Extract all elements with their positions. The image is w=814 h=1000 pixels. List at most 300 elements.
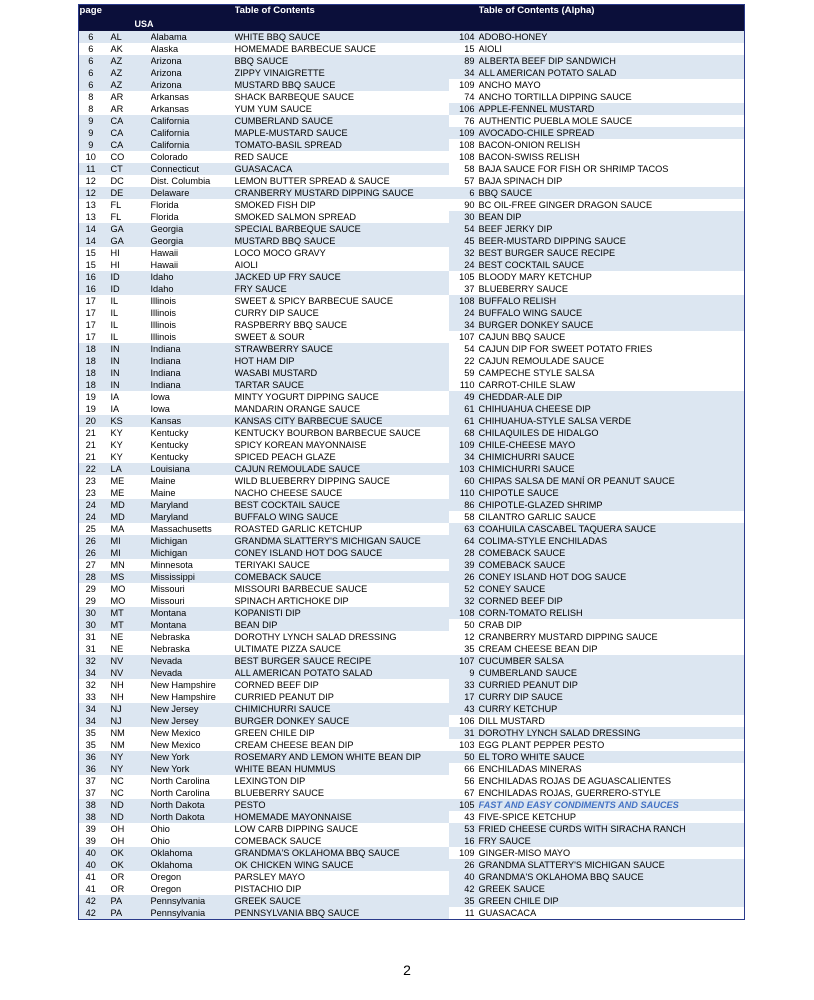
row-page: 42 — [79, 907, 103, 920]
row-recipe-title: LOW CARB DIPPING SAUCE — [234, 824, 359, 834]
row-state-name: Connecticut — [151, 163, 235, 175]
table-row — [79, 367, 745, 379]
row-recipe-title: STRAWBERRY SAUCE — [235, 343, 449, 355]
row-state-abbr: IN — [103, 355, 151, 367]
row-alpha-page: 45 — [449, 235, 479, 247]
row-page: 9 — [79, 139, 103, 151]
row-recipe-title: COMEBACK SAUCE — [235, 571, 449, 583]
row-page: 18 — [79, 367, 103, 379]
row-state-name: Missouri — [150, 596, 185, 606]
row-state-abbr: CA — [103, 115, 151, 127]
row-state-abbr: IL — [110, 332, 119, 342]
row-page: 20 — [79, 415, 103, 427]
row-alpha-title: GRANDMA'S OKLAHOMA BBQ SAUCE — [479, 871, 745, 883]
row-alpha-page: 58 — [464, 164, 475, 174]
table-row — [79, 319, 745, 331]
row-alpha-page: 105 — [459, 272, 475, 282]
row-alpha-title: CHILE-CHEESE MAYO — [479, 439, 745, 451]
row-alpha-page: 107 — [459, 332, 475, 342]
row-recipe-title: OK CHICKEN WING SAUCE — [235, 859, 449, 871]
row-page: 35 — [85, 740, 96, 750]
table-row — [79, 31, 745, 43]
table-row — [79, 439, 745, 451]
row-alpha-title: ENCHILADAS MINERAS — [478, 764, 582, 774]
row-recipe-title: MUSTARD BBQ SAUCE — [235, 79, 449, 91]
row-state-abbr: NE — [110, 632, 124, 642]
row-page: 14 — [79, 235, 103, 247]
row-alpha-title: FIVE-SPICE KETCHUP — [478, 812, 577, 822]
row-page: 17 — [85, 296, 96, 306]
row-alpha-title: BEEF JERKY DIP — [479, 223, 745, 235]
row-alpha-page: 50 — [449, 751, 479, 763]
row-recipe-title: WHITE BBQ SAUCE — [235, 31, 449, 43]
row-recipe-title: ALL AMERICAN POTATO SALAD — [235, 667, 449, 679]
row-alpha-page: 6 — [449, 187, 479, 199]
row-alpha-page: 110 — [459, 380, 475, 390]
row-alpha-page: 106 — [459, 716, 475, 726]
row-alpha-page: 26 — [449, 571, 479, 583]
row-state-name: Arkansas — [150, 92, 189, 102]
row-state-name: Iowa — [150, 392, 170, 402]
row-recipe-title: GRANDMA'S OKLAHOMA BBQ SAUCE — [235, 847, 449, 859]
row-recipe-title: JACKED UP FRY SAUCE — [235, 271, 449, 283]
row-page: 9 — [79, 127, 103, 139]
row-state-abbr: AZ — [103, 67, 151, 79]
row-state-abbr: MN — [110, 560, 125, 570]
row-page: 24 — [79, 511, 103, 523]
row-state-name: Hawaii — [150, 248, 179, 258]
row-alpha-title: BLOODY MARY KETCHUP — [478, 272, 592, 282]
table-row — [79, 547, 745, 559]
row-state-name: Michigan — [151, 535, 235, 547]
row-alpha-page: 31 — [449, 727, 479, 739]
row-recipe-title: BEST BURGER SAUCE RECIPE — [235, 655, 449, 667]
table-row — [79, 643, 745, 655]
row-page: 26 — [79, 547, 103, 559]
row-state-abbr: ME — [110, 488, 125, 498]
row-page: 30 — [79, 619, 103, 631]
table-row — [79, 703, 745, 715]
row-recipe-title: MUSTARD BBQ SAUCE — [235, 235, 449, 247]
row-alpha-page: 109 — [459, 80, 475, 90]
row-alpha-title: GRANDMA SLATTERY'S MICHIGAN SAUCE — [479, 859, 745, 871]
row-alpha-title: AVOCADO-CHILE SPREAD — [479, 127, 745, 139]
table-row — [79, 847, 745, 859]
row-state-name: Kentucky — [150, 452, 189, 462]
row-recipe-title: SMOKED SALMON SPREAD — [234, 212, 357, 222]
row-state-abbr: HI — [110, 260, 120, 270]
row-alpha-page: 28 — [449, 547, 479, 559]
table-row — [79, 331, 745, 343]
row-state-abbr: IL — [110, 308, 119, 318]
row-state-name: California — [151, 139, 235, 151]
row-recipe-title: GUASACACA — [235, 163, 449, 175]
row-state-name: New Hampshire — [150, 692, 216, 702]
table-row — [79, 451, 745, 463]
row-alpha-page: 35 — [464, 644, 475, 654]
row-state-abbr: DC — [110, 176, 124, 186]
row-alpha-title: GINGER-MISO MAYO — [478, 848, 571, 858]
row-alpha-title: CHIPAS SALSA DE MANÍ OR PEANUT SAUCE — [479, 475, 745, 487]
row-recipe-title: HOT HAM DIP — [235, 355, 449, 367]
row-alpha-title: CHIPOTLE SAUCE — [479, 487, 745, 499]
row-state-name: Arizona — [151, 79, 235, 91]
row-alpha-page: 40 — [449, 871, 479, 883]
row-recipe-title: WILD BLUEBERRY DIPPING SAUCE — [234, 476, 390, 486]
row-recipe-title: TOMATO-BASIL SPREAD — [235, 139, 449, 151]
row-page: 39 — [85, 836, 96, 846]
row-state-name: Arizona — [151, 55, 235, 67]
table-row — [79, 895, 745, 907]
table-row — [79, 535, 745, 547]
row-recipe-title: CONEY ISLAND HOT DOG SAUCE — [235, 547, 449, 559]
row-state-abbr: NV — [103, 655, 151, 667]
row-recipe-title: TARTAR SAUCE — [235, 379, 449, 391]
row-page: 15 — [85, 248, 96, 258]
row-state-name: Indiana — [151, 343, 235, 355]
table-row — [79, 739, 745, 751]
row-page: 16 — [79, 283, 103, 295]
row-alpha-title: COLIMA-STYLE ENCHILADAS — [479, 535, 745, 547]
table-row — [79, 727, 745, 739]
row-state-name: Indiana — [151, 367, 235, 379]
row-state-abbr: MS — [103, 571, 151, 583]
row-alpha-page: 86 — [449, 499, 479, 511]
row-state-name: Dist. Columbia — [150, 176, 211, 186]
row-state-abbr: ME — [110, 476, 125, 486]
row-state-abbr: MT — [103, 607, 151, 619]
row-recipe-title: CURRIED PEANUT DIP — [234, 692, 334, 702]
row-page: 34 — [79, 715, 103, 727]
row-state-name: Mississippi — [151, 571, 235, 583]
row-state-name: Georgia — [151, 235, 235, 247]
row-state-abbr: OR — [110, 884, 125, 894]
row-state-abbr: IN — [103, 379, 151, 391]
row-page: 29 — [85, 596, 96, 606]
row-state-abbr: NJ — [103, 715, 151, 727]
row-state-abbr: CA — [103, 139, 151, 151]
row-page: 9 — [79, 115, 103, 127]
row-state-abbr: MI — [103, 547, 151, 559]
row-page: 6 — [79, 55, 103, 67]
row-alpha-title: CHIHUAHUA-STYLE SALSA VERDE — [479, 415, 745, 427]
row-alpha-title: BEAN DIP — [479, 211, 745, 223]
row-page: 34 — [79, 703, 103, 715]
row-alpha-page: 66 — [464, 764, 475, 774]
table-row — [79, 187, 745, 199]
row-state-name: Missouri — [150, 584, 185, 594]
row-alpha-page: 39 — [449, 559, 479, 571]
row-recipe-title: CORNED BEEF DIP — [234, 680, 319, 690]
row-page: 33 — [85, 692, 96, 702]
row-state-abbr: NE — [110, 644, 124, 654]
row-page: 19 — [85, 392, 96, 402]
row-alpha-title: CAMPECHE STYLE SALSA — [478, 368, 595, 378]
row-alpha-title: CAJUN REMOULADE SAUCE — [478, 356, 605, 366]
row-alpha-title: APPLE-FENNEL MUSTARD — [479, 103, 745, 115]
row-state-name: Oregon — [150, 872, 182, 882]
row-recipe-title: WASABI MUSTARD — [235, 367, 449, 379]
row-page: 41 — [85, 884, 96, 894]
row-state-abbr: KY — [110, 452, 123, 462]
row-state-abbr: HI — [110, 248, 120, 258]
row-page: 12 — [79, 187, 103, 199]
row-alpha-title: CURRY DIP SAUCE — [479, 691, 745, 703]
row-state-name: Kentucky — [150, 440, 189, 450]
table-row — [79, 571, 745, 583]
row-state-name: Nevada — [151, 667, 235, 679]
table-row — [79, 619, 745, 631]
row-state-abbr: OK — [103, 847, 151, 859]
row-state-name: Massachusetts — [150, 524, 212, 534]
row-state-abbr: NJ — [103, 703, 151, 715]
row-page: 34 — [79, 667, 103, 679]
row-alpha-title: CHIPOTLE-GLAZED SHRIMP — [479, 499, 745, 511]
row-alpha-page: 43 — [464, 812, 475, 822]
row-state-name: Illinois — [150, 308, 177, 318]
row-recipe-title: MAPLE-MUSTARD SAUCE — [235, 127, 449, 139]
row-alpha-page: 58 — [464, 512, 475, 522]
row-state-abbr: AK — [110, 44, 123, 54]
table-header — [79, 5, 745, 32]
row-state-abbr: OR — [110, 872, 125, 882]
row-alpha-page: 64 — [449, 535, 479, 547]
row-alpha-title: BUFFALO WING SAUCE — [479, 307, 745, 319]
row-page: 32 — [85, 680, 96, 690]
row-state-abbr: AR — [110, 104, 124, 114]
row-recipe-title: SPINACH ARTICHOKE DIP — [234, 596, 349, 606]
row-recipe-title: BURGER DONKEY SAUCE — [235, 715, 449, 727]
row-page: 42 — [79, 895, 103, 907]
row-state-name: Indiana — [151, 379, 235, 391]
row-alpha-title: FRY SAUCE — [479, 835, 745, 847]
row-recipe-title: ZIPPY VINAIGRETTE — [235, 67, 449, 79]
row-alpha-title: FRIED CHEESE CURDS WITH SIRACHA RANCH — [479, 823, 745, 835]
row-state-abbr: KY — [110, 440, 123, 450]
row-alpha-title: CRAB DIP — [478, 620, 522, 630]
row-recipe-title: RASPBERRY BBQ SAUCE — [234, 320, 348, 330]
row-state-abbr: NH — [110, 692, 124, 702]
row-alpha-page: 32 — [449, 595, 479, 607]
row-alpha-page: 22 — [464, 356, 475, 366]
row-alpha-page: 34 — [449, 67, 479, 79]
row-state-abbr: NC — [110, 776, 124, 786]
table-row — [79, 487, 745, 499]
row-alpha-title: BURGER DONKEY SAUCE — [479, 319, 745, 331]
row-page: 17 — [85, 308, 96, 318]
row-page: 37 — [85, 776, 96, 786]
table-row — [79, 559, 745, 571]
row-state-name: Illinois — [150, 332, 177, 342]
row-page: 27 — [85, 560, 96, 570]
row-state-abbr: DE — [103, 187, 151, 199]
row-page: 37 — [85, 788, 96, 798]
table-row — [79, 271, 745, 283]
row-recipe-title: RED SAUCE — [234, 152, 289, 162]
row-recipe-title: GREEK SAUCE — [235, 895, 449, 907]
row-alpha-page: 32 — [449, 247, 479, 259]
row-state-abbr: NM — [110, 728, 125, 738]
row-page: 40 — [79, 847, 103, 859]
row-alpha-page: 107 — [449, 655, 479, 667]
row-alpha-title: BC OIL-FREE GINGER DRAGON SAUCE — [478, 200, 653, 210]
row-state-abbr: NY — [103, 763, 151, 775]
row-recipe-title: ROASTED GARLIC KETCHUP — [234, 524, 363, 534]
row-state-name: Nevada — [151, 655, 235, 667]
row-alpha-page: 74 — [464, 92, 475, 102]
row-recipe-title: TERIYAKI SAUCE — [234, 560, 310, 570]
row-recipe-title: WHITE BEAN HUMMUS — [235, 763, 449, 775]
table-row — [79, 307, 745, 319]
row-page: 6 — [79, 79, 103, 91]
table-row — [79, 631, 745, 643]
row-state-name: Delaware — [151, 187, 235, 199]
row-page: 31 — [85, 644, 96, 654]
table-row — [79, 583, 745, 595]
table-row — [79, 427, 745, 439]
row-alpha-title: CONEY ISLAND HOT DOG SAUCE — [479, 571, 745, 583]
row-alpha-page: 56 — [464, 776, 475, 786]
table-row — [79, 223, 745, 235]
row-alpha-title: BUFFALO RELISH — [479, 295, 745, 307]
row-state-name: Ohio — [150, 824, 170, 834]
table-row — [79, 91, 745, 103]
row-alpha-title: ALL AMERICAN POTATO SALAD — [479, 67, 745, 79]
row-state-name: Iowa — [150, 404, 170, 414]
table-row — [79, 595, 745, 607]
row-page: 16 — [79, 271, 103, 283]
row-alpha-title: DILL MUSTARD — [478, 716, 545, 726]
row-state-name: Louisiana — [151, 463, 235, 475]
country-label: USA — [103, 18, 235, 31]
row-alpha-title: ENCHILADAS ROJAS, GUERRERO-STYLE — [478, 788, 661, 798]
row-state-abbr: OK — [103, 859, 151, 871]
row-state-abbr: IA — [110, 404, 120, 414]
table-row — [79, 67, 745, 79]
row-state-abbr: IL — [110, 320, 119, 330]
row-alpha-page: 110 — [449, 487, 479, 499]
row-recipe-title: CURRY DIP SAUCE — [234, 308, 319, 318]
row-state-abbr: NV — [103, 667, 151, 679]
row-page: 13 — [85, 200, 96, 210]
row-alpha-page: 53 — [449, 823, 479, 835]
row-state-name: Alaska — [150, 44, 179, 54]
row-page: 30 — [79, 607, 103, 619]
table-row — [79, 463, 745, 475]
row-state-name: Georgia — [151, 223, 235, 235]
row-recipe-title: CHIMICHURRI SAUCE — [235, 703, 449, 715]
row-alpha-title: ALBERTA BEEF DIP SANDWICH — [479, 55, 745, 67]
table-row — [79, 787, 745, 799]
row-recipe-title: GREEN CHILE DIP — [234, 728, 315, 738]
row-page: 21 — [85, 440, 96, 450]
row-alpha-title: GUASACACA — [478, 908, 537, 918]
row-page: 26 — [79, 535, 103, 547]
row-recipe-title: BEAN DIP — [235, 619, 449, 631]
table-of-contents — [78, 4, 745, 920]
row-alpha-title: EGG PLANT PEPPER PESTO — [478, 740, 605, 750]
row-state-abbr: GA — [103, 223, 151, 235]
row-alpha-page: 76 — [464, 116, 475, 126]
row-state-name: Montana — [151, 607, 235, 619]
table-row — [79, 379, 745, 391]
row-state-abbr: AR — [110, 92, 124, 102]
row-state-name: North Carolina — [150, 776, 210, 786]
row-state-name: Arizona — [151, 67, 235, 79]
table-row — [79, 115, 745, 127]
row-page: 31 — [85, 632, 96, 642]
page-column-header: page — [79, 5, 102, 16]
row-alpha-title: CARROT-CHILE SLAW — [478, 380, 576, 390]
table-row — [79, 607, 745, 619]
row-state-name: Colorado — [150, 152, 188, 162]
row-alpha-page: 33 — [449, 679, 479, 691]
row-state-abbr: KS — [103, 415, 151, 427]
row-state-name: Maryland — [151, 511, 235, 523]
row-alpha-page: 30 — [449, 211, 479, 223]
row-state-name: New Hampshire — [150, 680, 216, 690]
table-row — [79, 295, 745, 307]
row-state-name: Indiana — [151, 355, 235, 367]
row-recipe-title: BUFFALO WING SAUCE — [235, 511, 449, 523]
row-alpha-page: 42 — [449, 883, 479, 895]
row-state-name: Hawaii — [150, 260, 179, 270]
row-alpha-page: 109 — [449, 127, 479, 139]
row-state-abbr: AZ — [103, 79, 151, 91]
row-state-name: Kansas — [151, 415, 235, 427]
row-page: 12 — [85, 176, 96, 186]
table-row — [79, 43, 745, 55]
row-state-name: Florida — [150, 212, 179, 222]
row-alpha-page: 105 — [449, 799, 479, 811]
table-row — [79, 283, 745, 295]
row-page: 6 — [88, 44, 94, 54]
row-state-name: North Dakota — [151, 811, 235, 823]
page-number: 2 — [403, 962, 411, 978]
row-alpha-page: 61 — [449, 403, 479, 415]
row-page: 18 — [79, 355, 103, 367]
table-row — [79, 679, 745, 691]
row-state-abbr: IN — [103, 343, 151, 355]
table-row — [79, 811, 745, 823]
table-row — [79, 883, 745, 895]
row-alpha-title: COMEBACK SAUCE — [479, 559, 745, 571]
row-page: 29 — [85, 584, 96, 594]
row-recipe-title: YUM YUM SAUCE — [234, 104, 312, 114]
row-alpha-title: BAJA SPINACH DIP — [478, 176, 563, 186]
row-alpha-page: 61 — [449, 415, 479, 427]
row-page: 21 — [85, 452, 96, 462]
row-state-name: Nebraska — [150, 644, 190, 654]
row-page: 10 — [85, 152, 96, 162]
row-recipe-title: KOPANISTI DIP — [235, 607, 449, 619]
row-page: 13 — [85, 212, 96, 222]
row-page: 23 — [85, 488, 96, 498]
table-row — [79, 667, 745, 679]
row-state-abbr: MO — [110, 596, 126, 606]
row-state-abbr: GA — [103, 235, 151, 247]
table-row — [79, 415, 745, 427]
row-state-name: Pennsylvania — [151, 907, 235, 920]
row-page: 8 — [88, 92, 94, 102]
row-page: 23 — [85, 476, 96, 486]
row-alpha-title: GREEN CHILE DIP — [479, 895, 745, 907]
row-page: 6 — [79, 67, 103, 79]
table-row — [79, 235, 745, 247]
row-state-abbr: MT — [103, 619, 151, 631]
row-alpha-title: AIOLI — [478, 44, 502, 54]
row-state-abbr: FL — [110, 212, 122, 222]
